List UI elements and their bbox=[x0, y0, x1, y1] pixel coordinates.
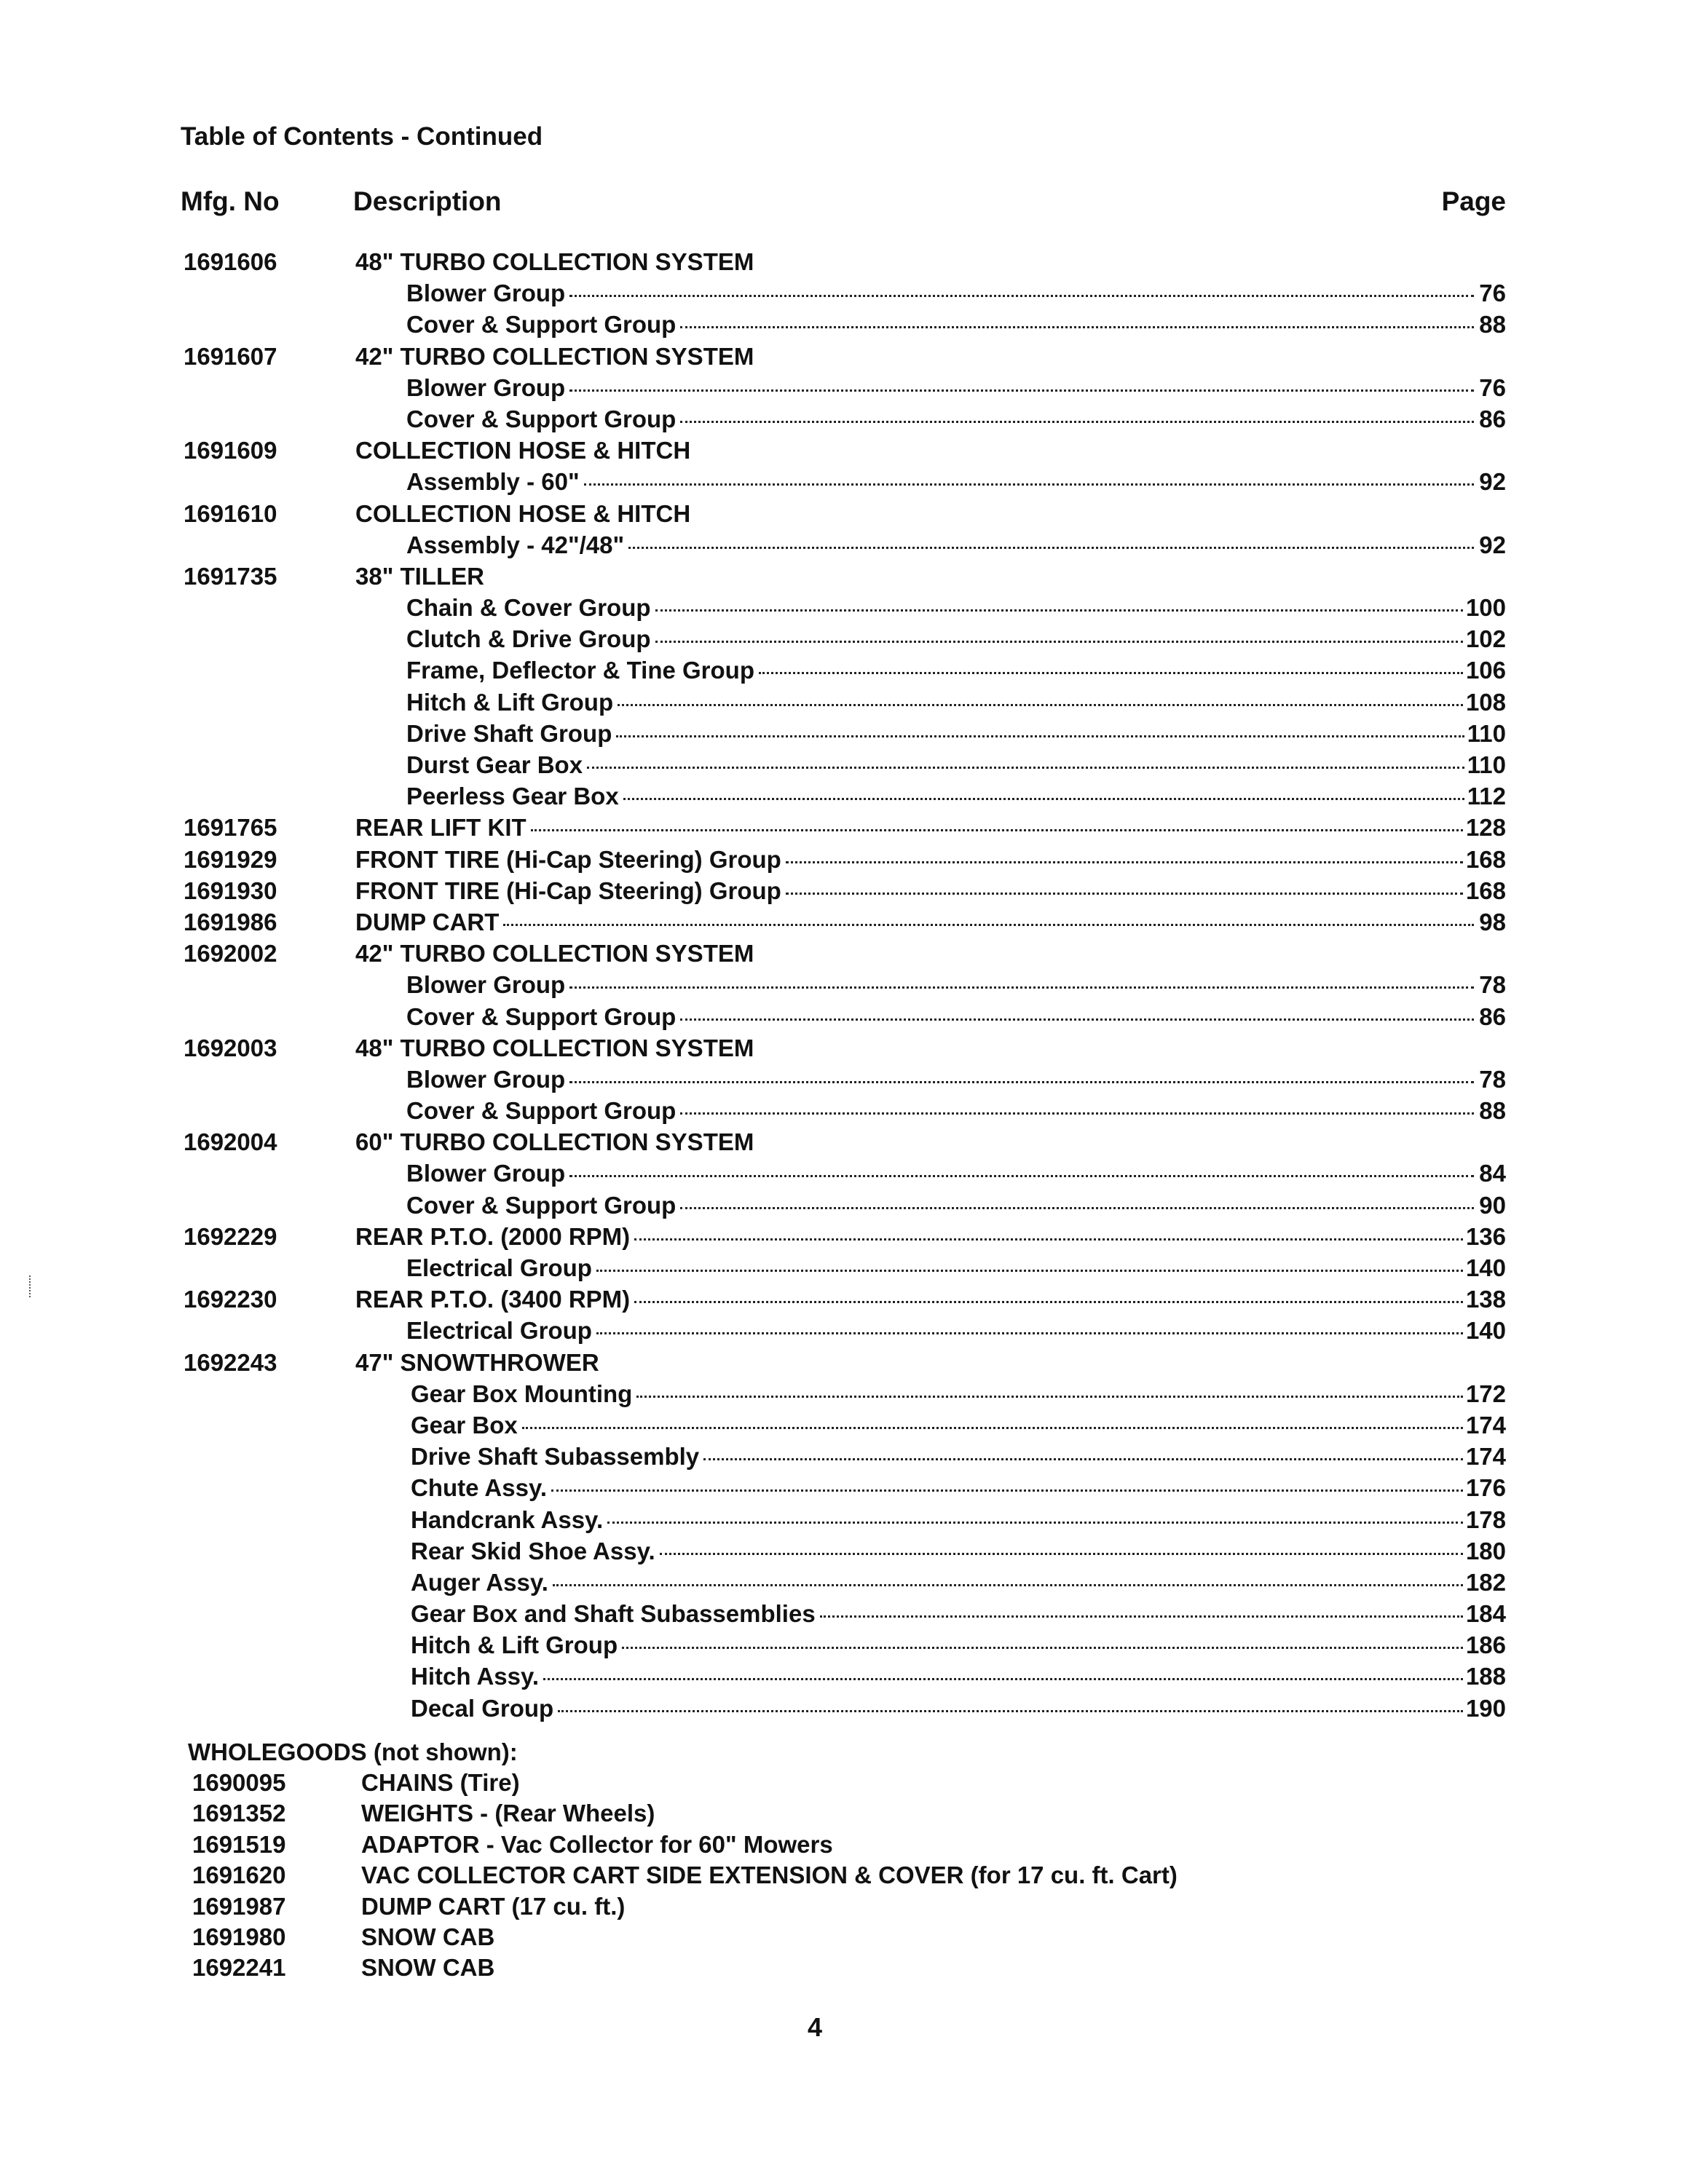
entry-page-number: 174 bbox=[1465, 1411, 1506, 1439]
toc-subentry bbox=[181, 592, 1506, 623]
entry-description: Cover & Support Group bbox=[406, 1002, 677, 1030]
wholegoods-description: WEIGHTS - (Rear Wheels) bbox=[361, 1800, 655, 1827]
wholegoods-item bbox=[188, 1891, 1353, 1922]
toc-subentry bbox=[181, 1598, 1506, 1629]
mfg-number: 1691765 bbox=[184, 814, 277, 842]
entry-page-number: 84 bbox=[1479, 1160, 1506, 1187]
toc-subentry bbox=[181, 466, 1506, 497]
page-number: 4 bbox=[808, 2012, 823, 2042]
entry-description: Clutch & Drive Group bbox=[406, 625, 651, 653]
entry-description: 48" TURBO COLLECTION SYSTEM bbox=[355, 248, 754, 275]
dot-leader bbox=[820, 1615, 1463, 1618]
entry-description: Cover & Support Group bbox=[406, 1097, 677, 1125]
dot-leader bbox=[628, 547, 1474, 549]
entry-page-number: 110 bbox=[1467, 751, 1506, 778]
dot-leader bbox=[551, 1489, 1463, 1492]
toc-entry bbox=[181, 1347, 1506, 1378]
entry-description: Auger Assy. bbox=[411, 1568, 548, 1596]
mfg-number: 1691519 bbox=[192, 1830, 286, 1858]
mfg-number: 1691620 bbox=[192, 1861, 286, 1889]
dot-leader bbox=[759, 672, 1463, 674]
toc-subentry bbox=[181, 1535, 1506, 1567]
toc-subentry bbox=[181, 309, 1506, 340]
mfg-number: 1692229 bbox=[184, 1222, 277, 1250]
entry-description: Chain & Cover Group bbox=[406, 594, 651, 622]
entry-description: Handcrank Assy. bbox=[411, 1506, 604, 1533]
mfg-number: 1692230 bbox=[184, 1286, 277, 1313]
entry-page-number: 140 bbox=[1465, 1317, 1506, 1345]
entry-page-number: 78 bbox=[1479, 1065, 1506, 1093]
toc-entry bbox=[181, 906, 1506, 938]
dot-leader bbox=[660, 1553, 1463, 1555]
entry-page-number: 88 bbox=[1479, 311, 1506, 339]
dot-leader bbox=[569, 1175, 1474, 1177]
toc-entry bbox=[181, 1283, 1506, 1315]
wholegoods-description: CHAINS (Tire) bbox=[361, 1769, 520, 1796]
entry-page-number: 100 bbox=[1465, 594, 1506, 622]
entry-description: Blower Group bbox=[406, 1065, 566, 1093]
toc-subentry bbox=[181, 1158, 1506, 1189]
toc-list bbox=[181, 246, 1506, 1724]
entry-description: Electrical Group bbox=[406, 1254, 592, 1281]
mfg-number: 1692002 bbox=[184, 940, 277, 968]
page-heading: Table of Contents - Continued bbox=[181, 122, 543, 151]
entry-page-number: 172 bbox=[1465, 1380, 1506, 1407]
wholegoods-description: ADAPTOR - Vac Collector for 60" Mowers bbox=[361, 1830, 833, 1858]
toc-subentry bbox=[181, 969, 1506, 1000]
entry-description: Chute Assy. bbox=[411, 1474, 548, 1502]
mfg-number: 1690095 bbox=[192, 1769, 286, 1796]
dot-leader bbox=[503, 924, 1474, 926]
entry-page-number: 76 bbox=[1479, 280, 1506, 307]
entry-page-number: 106 bbox=[1465, 657, 1506, 684]
entry-description: Assembly - 42"/48" bbox=[406, 531, 625, 558]
entry-description: Frame, Deflector & Tine Group bbox=[406, 657, 754, 684]
entry-description: DUMP CART bbox=[355, 908, 500, 935]
toc-subentry bbox=[181, 654, 1506, 686]
entry-description: 42" TURBO COLLECTION SYSTEM bbox=[355, 342, 754, 370]
dot-leader bbox=[618, 704, 1463, 706]
entry-page-number: 138 bbox=[1465, 1286, 1506, 1313]
toc-subentry bbox=[181, 1472, 1506, 1503]
mfg-number: 1692003 bbox=[184, 1034, 277, 1061]
entry-page-number: 180 bbox=[1465, 1537, 1506, 1564]
entry-description: Hitch & Lift Group bbox=[406, 688, 614, 716]
toc-subentry bbox=[181, 1661, 1506, 1692]
mfg-number: 1691980 bbox=[192, 1923, 286, 1950]
entry-description: COLLECTION HOSE & HITCH bbox=[355, 499, 691, 527]
toc-subentry bbox=[181, 1252, 1506, 1283]
toc-subentry bbox=[181, 1095, 1506, 1126]
entry-page-number: 78 bbox=[1479, 971, 1506, 999]
entry-description: 38" TILLER bbox=[355, 562, 485, 590]
entry-description: Blower Group bbox=[406, 373, 566, 401]
toc-subentry bbox=[181, 1064, 1506, 1095]
mfg-number: 1692243 bbox=[184, 1348, 277, 1376]
dot-leader bbox=[569, 986, 1474, 989]
entry-description: 47" SNOWTHROWER bbox=[355, 1348, 599, 1376]
toc-subentry bbox=[181, 1693, 1506, 1724]
entry-description: Blower Group bbox=[406, 971, 566, 999]
entry-description: Cover & Support Group bbox=[406, 405, 677, 432]
entry-page-number: 168 bbox=[1465, 877, 1506, 904]
entry-description: Electrical Group bbox=[406, 1317, 592, 1345]
entry-description: Hitch & Lift Group bbox=[411, 1631, 618, 1659]
entry-page-number: 92 bbox=[1479, 531, 1506, 558]
toc-subentry bbox=[181, 1190, 1506, 1221]
wholegoods-description: SNOW CAB bbox=[361, 1923, 495, 1950]
wholegoods-description: VAC COLLECTOR CART SIDE EXTENSION & COVER (for 17 cu. ft. Cart) bbox=[361, 1861, 1178, 1889]
mfg-number: 1691607 bbox=[184, 342, 277, 370]
entry-description: Cover & Support Group bbox=[406, 311, 677, 339]
entry-page-number: 90 bbox=[1479, 1191, 1506, 1219]
entry-page-number: 102 bbox=[1465, 625, 1506, 653]
column-header-mfg: Mfg. No bbox=[181, 186, 280, 216]
entry-page-number: 86 bbox=[1479, 405, 1506, 432]
wholegoods-list bbox=[188, 1768, 1353, 1984]
dot-leader bbox=[543, 1678, 1463, 1680]
wholegoods-item bbox=[188, 1798, 1353, 1829]
toc-subentry bbox=[181, 687, 1506, 718]
toc-entry bbox=[181, 435, 1506, 466]
mfg-number: 1692004 bbox=[184, 1128, 277, 1156]
toc-subentry bbox=[181, 403, 1506, 435]
dot-leader bbox=[655, 641, 1463, 643]
entry-page-number: 108 bbox=[1465, 688, 1506, 716]
wholegoods-item bbox=[188, 1829, 1353, 1860]
entry-description: Gear Box and Shaft Subassemblies bbox=[411, 1600, 816, 1628]
entry-page-number: 184 bbox=[1465, 1600, 1506, 1628]
entry-page-number: 168 bbox=[1465, 845, 1506, 873]
column-header-page: Page bbox=[1441, 186, 1506, 216]
entry-description: REAR P.T.O. (3400 RPM) bbox=[355, 1286, 631, 1313]
entry-page-number: 88 bbox=[1479, 1097, 1506, 1125]
dot-leader bbox=[569, 295, 1474, 297]
toc-subentry bbox=[181, 749, 1506, 780]
entry-description: Gear Box bbox=[411, 1411, 518, 1439]
dot-leader bbox=[634, 1301, 1463, 1303]
mfg-number: 1691606 bbox=[184, 248, 277, 275]
entry-page-number: 86 bbox=[1479, 1002, 1506, 1030]
mfg-number: 1691610 bbox=[184, 499, 277, 527]
scan-speck bbox=[29, 1275, 33, 1297]
dot-leader bbox=[558, 1710, 1463, 1712]
dot-leader bbox=[634, 1238, 1463, 1241]
entry-description: Gear Box Mounting bbox=[411, 1380, 633, 1407]
dot-leader bbox=[616, 735, 1464, 737]
wholegoods-description: SNOW CAB bbox=[361, 1954, 495, 1982]
toc-subentry bbox=[181, 529, 1506, 561]
toc-entry bbox=[181, 561, 1506, 592]
dot-leader bbox=[623, 798, 1464, 800]
entry-page-number: 110 bbox=[1467, 719, 1506, 747]
entry-page-number: 136 bbox=[1465, 1222, 1506, 1250]
wholegoods-item bbox=[188, 1952, 1353, 1983]
toc-entry bbox=[181, 246, 1506, 277]
dot-leader bbox=[596, 1270, 1463, 1272]
entry-description: FRONT TIRE (Hi-Cap Steering) Group bbox=[355, 877, 781, 904]
entry-description: Drive Shaft Group bbox=[406, 719, 612, 747]
entry-page-number: 188 bbox=[1465, 1663, 1506, 1690]
wholegoods-item bbox=[188, 1922, 1353, 1952]
entry-description: FRONT TIRE (Hi-Cap Steering) Group bbox=[355, 845, 781, 873]
dot-leader bbox=[569, 389, 1474, 392]
entry-page-number: 190 bbox=[1465, 1694, 1506, 1722]
toc-entry bbox=[181, 844, 1506, 875]
entry-description: Durst Gear Box bbox=[406, 751, 583, 778]
dot-leader bbox=[636, 1396, 1463, 1398]
entry-description: Blower Group bbox=[406, 1160, 566, 1187]
dot-leader bbox=[680, 1018, 1474, 1021]
entry-page-number: 174 bbox=[1465, 1443, 1506, 1471]
entry-page-number: 140 bbox=[1465, 1254, 1506, 1281]
entry-description: Assembly - 60" bbox=[406, 468, 580, 496]
toc-subentry bbox=[181, 1378, 1506, 1409]
dot-leader bbox=[584, 483, 1474, 486]
entry-page-number: 98 bbox=[1479, 908, 1506, 935]
entry-page-number: 92 bbox=[1479, 468, 1506, 496]
dot-leader bbox=[596, 1332, 1463, 1334]
toc-entry bbox=[181, 1126, 1506, 1158]
toc-subentry bbox=[181, 1001, 1506, 1032]
toc-entry bbox=[181, 498, 1506, 529]
entry-description: REAR P.T.O. (2000 RPM) bbox=[355, 1222, 631, 1250]
dot-leader bbox=[587, 767, 1464, 769]
wholegoods-item bbox=[188, 1860, 1353, 1891]
dot-leader bbox=[703, 1458, 1463, 1460]
entry-description: 42" TURBO COLLECTION SYSTEM bbox=[355, 940, 754, 968]
toc-subentry bbox=[181, 1629, 1506, 1661]
dot-leader bbox=[655, 609, 1463, 612]
entry-description: Blower Group bbox=[406, 280, 566, 307]
entry-description: Rear Skid Shoe Assy. bbox=[411, 1537, 655, 1564]
mfg-number: 1691735 bbox=[184, 562, 277, 590]
dot-leader bbox=[680, 1207, 1474, 1209]
entry-description: Peerless Gear Box bbox=[406, 783, 619, 810]
dot-leader bbox=[569, 1081, 1474, 1083]
toc-subentry bbox=[181, 1315, 1506, 1346]
dot-leader bbox=[786, 893, 1463, 895]
entry-page-number: 182 bbox=[1465, 1568, 1506, 1596]
dot-leader bbox=[680, 421, 1474, 423]
dot-leader bbox=[680, 326, 1474, 328]
dot-leader bbox=[522, 1427, 1463, 1429]
toc-entry bbox=[181, 1221, 1506, 1252]
entry-page-number: 186 bbox=[1465, 1631, 1506, 1659]
mfg-number: 1691352 bbox=[192, 1800, 286, 1827]
entry-description: 48" TURBO COLLECTION SYSTEM bbox=[355, 1034, 754, 1061]
dot-leader bbox=[622, 1647, 1463, 1649]
column-header-description: Description bbox=[353, 186, 502, 216]
toc-subentry bbox=[181, 1409, 1506, 1441]
wholegoods-title: WHOLEGOODS (not shown): bbox=[188, 1738, 518, 1765]
entry-description: Cover & Support Group bbox=[406, 1191, 677, 1219]
toc-subentry bbox=[181, 1504, 1506, 1535]
dot-leader bbox=[607, 1522, 1463, 1524]
entry-page-number: 176 bbox=[1465, 1474, 1506, 1502]
mfg-number: 1691609 bbox=[184, 437, 277, 464]
entry-page-number: 128 bbox=[1465, 814, 1506, 842]
toc-subentry bbox=[181, 372, 1506, 403]
wholegoods-description: DUMP CART (17 cu. ft.) bbox=[361, 1892, 626, 1920]
toc-subentry bbox=[181, 1567, 1506, 1598]
wholegoods-section bbox=[188, 1737, 1353, 1984]
mfg-number: 1691987 bbox=[192, 1892, 286, 1920]
dot-leader bbox=[553, 1584, 1463, 1586]
toc-entry bbox=[181, 1032, 1506, 1064]
toc-entry bbox=[181, 341, 1506, 372]
toc-subentry bbox=[181, 1441, 1506, 1472]
toc-entry bbox=[181, 875, 1506, 906]
toc-subentry bbox=[181, 277, 1506, 309]
toc-entry bbox=[181, 812, 1506, 843]
entry-description: COLLECTION HOSE & HITCH bbox=[355, 437, 691, 464]
toc-subentry bbox=[181, 718, 1506, 749]
toc-subentry bbox=[181, 780, 1506, 812]
entry-page-number: 76 bbox=[1479, 373, 1506, 401]
mfg-number: 1692241 bbox=[192, 1954, 286, 1982]
mfg-number: 1691986 bbox=[184, 908, 277, 935]
dot-leader bbox=[786, 861, 1463, 863]
mfg-number: 1691929 bbox=[184, 845, 277, 873]
wholegoods-item bbox=[188, 1768, 1353, 1798]
dot-leader bbox=[680, 1112, 1474, 1115]
entry-page-number: 112 bbox=[1467, 783, 1506, 810]
entry-description: Hitch Assy. bbox=[411, 1663, 540, 1690]
entry-description: Drive Shaft Subassembly bbox=[411, 1443, 700, 1471]
toc-subentry bbox=[181, 623, 1506, 654]
entry-page-number: 178 bbox=[1465, 1506, 1506, 1533]
entry-description: REAR LIFT KIT bbox=[355, 814, 526, 842]
dot-leader bbox=[531, 829, 1463, 831]
entry-description: 60" TURBO COLLECTION SYSTEM bbox=[355, 1128, 754, 1156]
toc-entry bbox=[181, 938, 1506, 969]
mfg-number: 1691930 bbox=[184, 877, 277, 904]
entry-description: Decal Group bbox=[411, 1694, 554, 1722]
